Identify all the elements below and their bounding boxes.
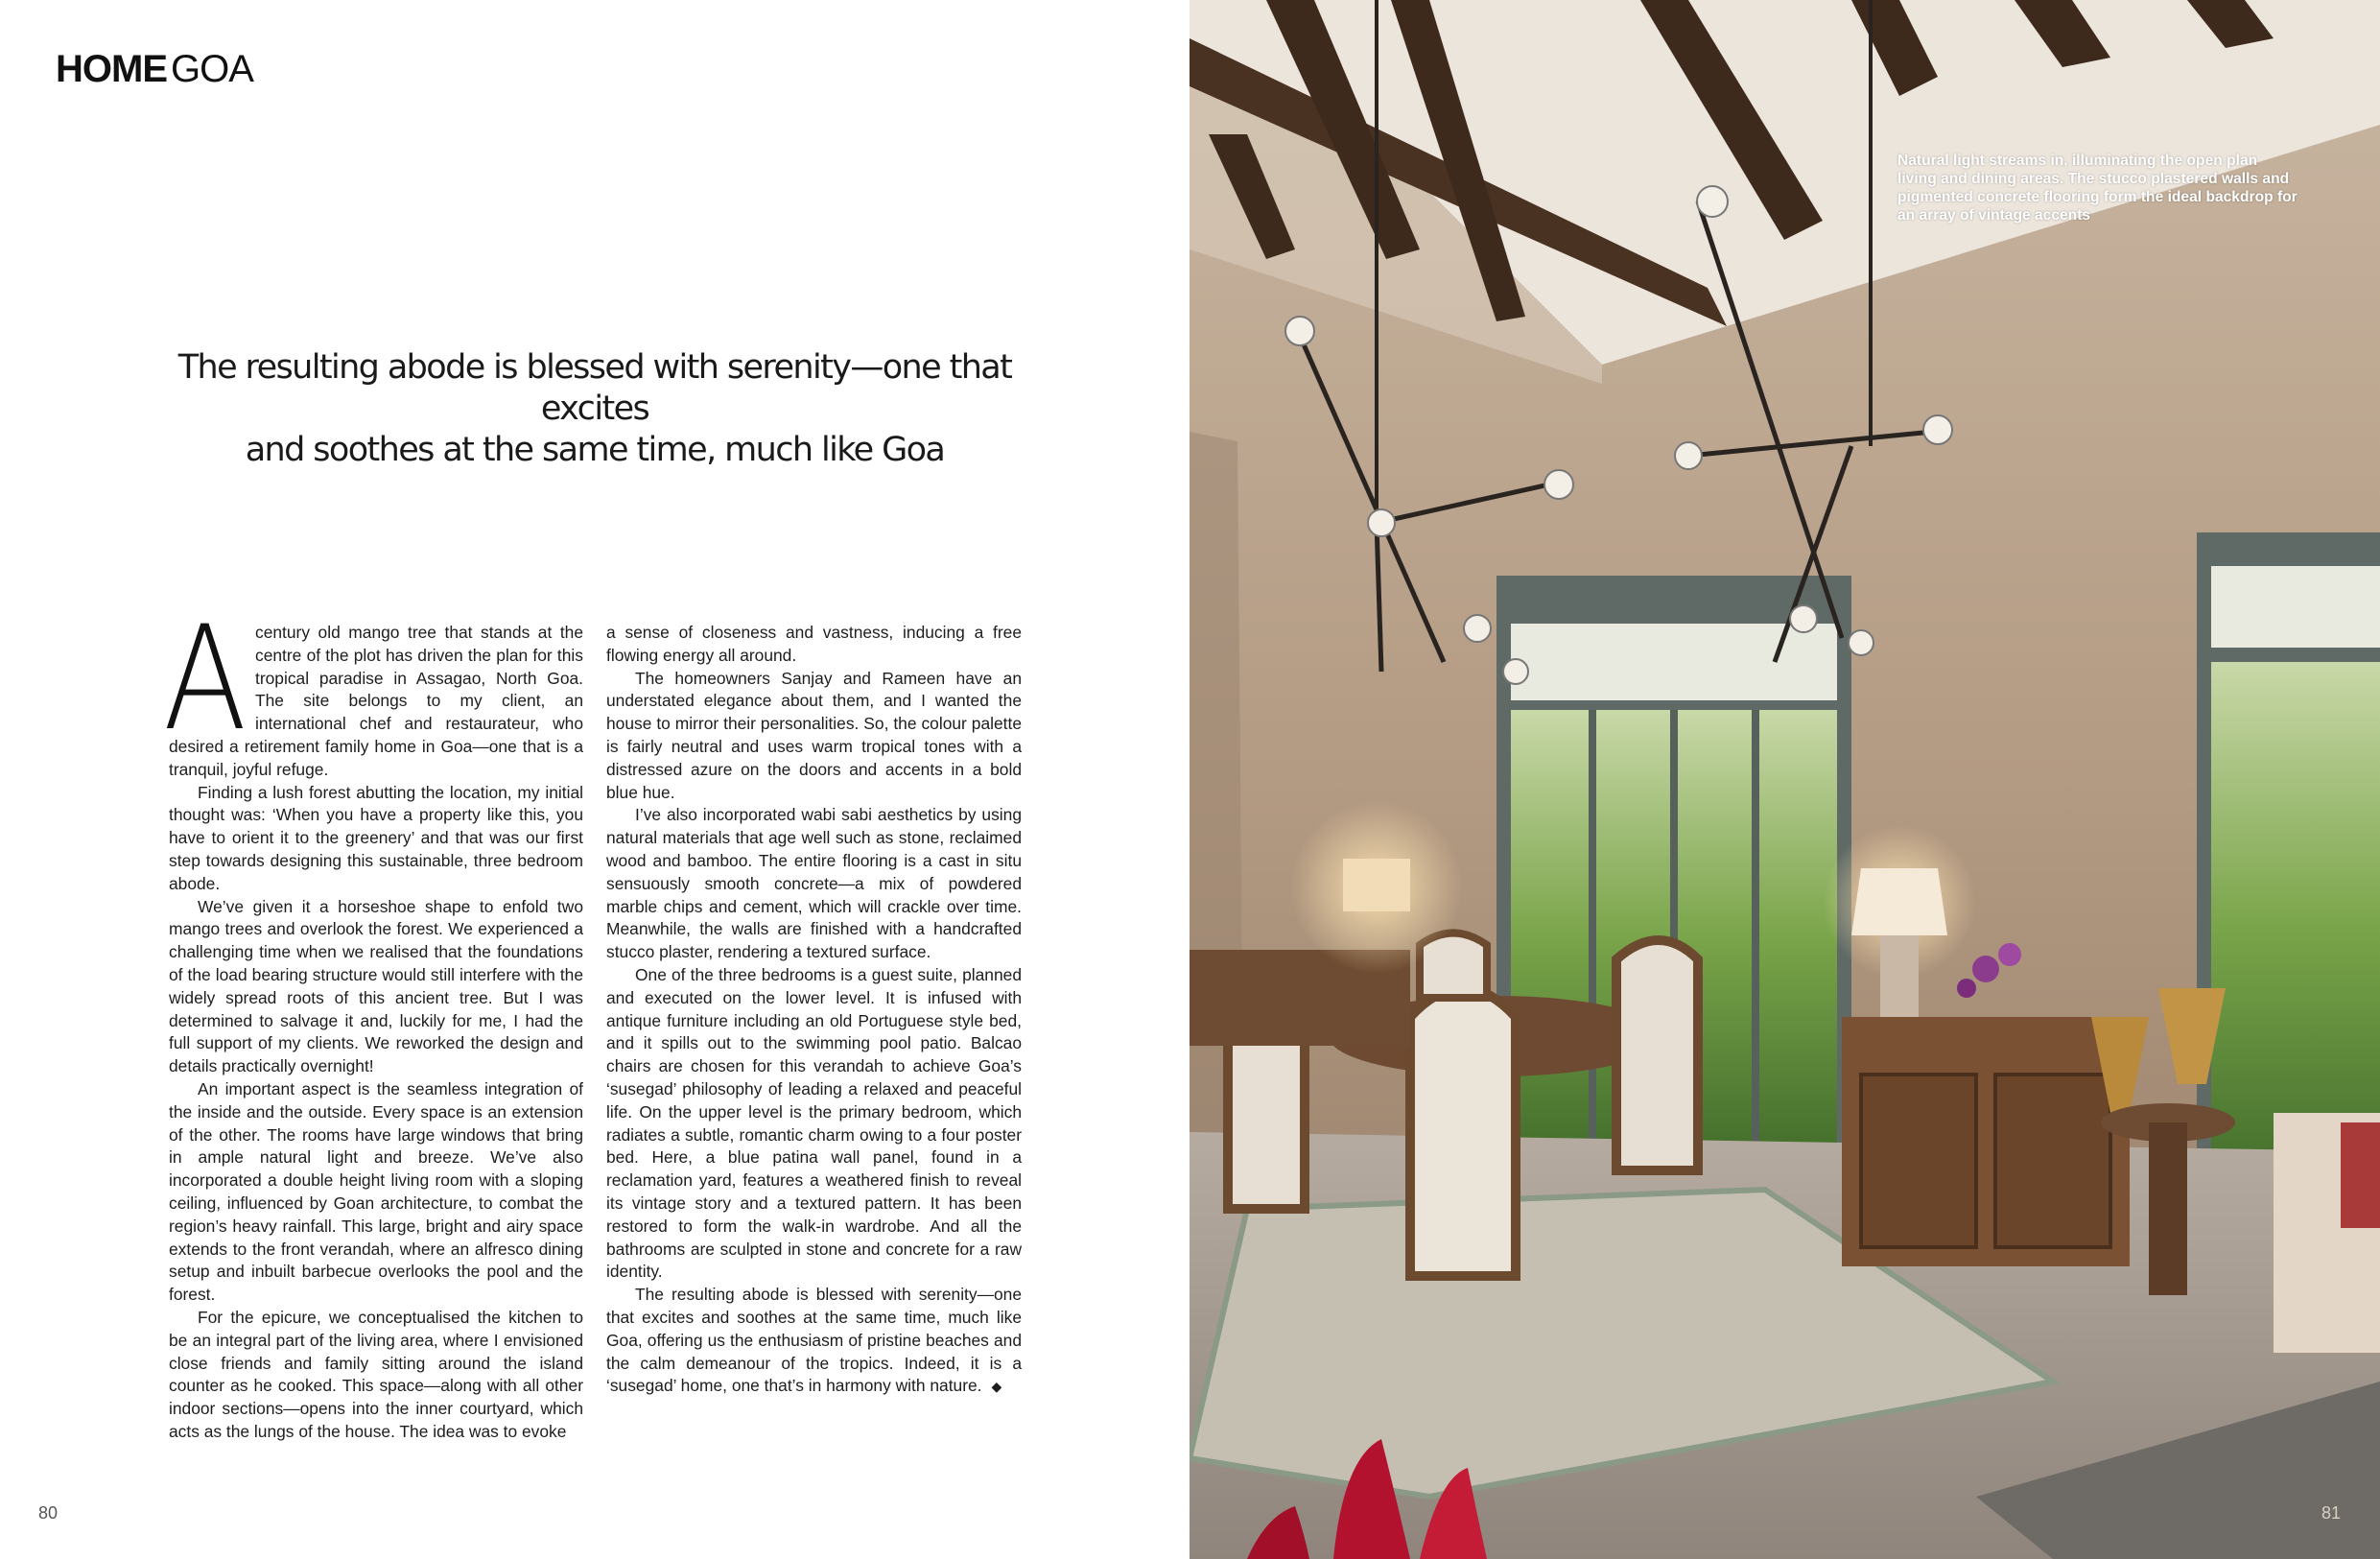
bulb-icon bbox=[1285, 317, 1314, 345]
bulb-icon bbox=[1790, 605, 1817, 632]
article-paragraph: Finding a lush forest abutting the location, my initial thought was: ‘When you have a property like this, you have to orient it to the greenery’ and that was our first step towards designing this sustainable, three bedroom abode. bbox=[169, 782, 583, 893]
article-paragraph: The homeowners Sanjay and Rameen have an understated elegance about them, and I wanted the house to mirror their personalities. So, the colour palette is fairly neutral and uses warm tropical tones with a distressed azure on the doors and accents in a bold blue hue. bbox=[606, 668, 1022, 802]
article-paragraph: An important aspect is the seamless integration of the inside and the outside. Every space is an extension of the other. The rooms have large windows that bring in ample natural light and breeze. We’ve also incorporated a double height living room with a sloping ceiling, influenced by Goan architecture, to combat the region’s heavy rainfall. This large, bright and airy space extends to the front verandah, where an alfresco dining setup and inbuilt barbecue overlooks the pool and the forest. bbox=[169, 1078, 583, 1305]
interior-photo bbox=[1190, 0, 2380, 1559]
article-paragraph bbox=[606, 1284, 1022, 1399]
article-paragraph: We’ve given it a horseshoe shape to enfold two mango trees and overlook the forest. We experienced a challenging time when we realised that the foundations of the load bearing structure would still interfere with the widely spread roots of this ancient tree. But I was determined to salvage it and, luckily for me, I had the full support of my clients. We reworked the design and details practically overnight! bbox=[169, 896, 583, 1076]
paragraph-text: The resulting abode is blessed with serenity—one that excites and soothes at the same time, much like Goa, offering us the enthusiasm of pristine beaches and the calm demeanour of the tropics. Indeed, it is a ‘susegad’ home, one that’s in harmony with nature. bbox=[606, 1285, 1022, 1396]
bulb-icon bbox=[1697, 186, 1728, 217]
dining-chair bbox=[1616, 940, 1698, 1170]
paragraph-text: century old mango tree that stands at the centre of the plot has driven the plan for this tropical paradise in Assagao, North Goa. The site belongs to my client, an international chef and restaurateur, who desired a retirement family home in Goa—one that is a tranquil, joyful refuge. bbox=[169, 623, 583, 779]
bulb-icon bbox=[1675, 442, 1702, 469]
bulb-icon bbox=[1464, 615, 1491, 642]
section-header bbox=[56, 48, 253, 91]
bulb-icon bbox=[1849, 630, 1873, 655]
photo-caption: Natural light streams in, illuminating the open plan living and dining areas. The stucco plastered walls and pigmented concrete flooring form the ideal backdrop for an array of vintage accents bbox=[1897, 153, 2298, 224]
section-header-light: GOA bbox=[171, 48, 253, 90]
drop-cap: A bbox=[163, 596, 247, 763]
article-paragraph bbox=[163, 596, 583, 782]
pull-quote bbox=[125, 347, 1065, 471]
bulb-icon bbox=[1503, 659, 1528, 684]
pull-quote-line-1: The resulting abode is blessed with serenity—one that excites bbox=[177, 348, 1012, 428]
table-lamp-left bbox=[1343, 859, 1410, 911]
dining-chair bbox=[1410, 988, 1516, 1276]
article-paragraph: I’ve also incorporated wabi sabi aesthetics by using natural materials that age well such as stone, reclaimed wood and bamboo. The entire flooring is a cast in situ sensuously smooth concrete—a mix of powdered marble chips and cement, which will crackle over time. Meanwhile, the walls are finished with a handcrafted stucco plaster, rendering a textured surface. bbox=[606, 805, 1022, 962]
article-column-2 bbox=[606, 622, 1022, 1399]
article-column-1 bbox=[163, 596, 583, 1444]
window-right-transom bbox=[2211, 566, 2380, 648]
bulb-icon bbox=[1923, 415, 1952, 444]
article-paragraph: For the epicure, we conceptualised the kitchen to be an integral part of the living area, where I envisioned close friends and family sitting around the island counter as he cooked. This space—along with all other indoor sections—opens into the inner courtyard, which acts as the lungs of the house. The idea was to evoke bbox=[169, 1307, 583, 1441]
table-lamp-right bbox=[1851, 868, 1947, 935]
bulb-icon bbox=[1544, 470, 1573, 499]
interior-photo-illustration bbox=[1190, 0, 2380, 1559]
article-paragraph: a sense of closeness and vastness, inducing a free flowing energy all around. bbox=[606, 623, 1022, 665]
end-mark-icon: ◆ bbox=[991, 1379, 1002, 1395]
window-left-transom bbox=[1511, 624, 1837, 700]
section-header-bold: HOME bbox=[56, 48, 167, 90]
pull-quote-line-2: and soothes at the same time, much like Goa bbox=[245, 431, 945, 469]
page-number-right: 81 bbox=[2321, 1503, 2342, 1523]
page-number-left: 80 bbox=[38, 1503, 59, 1523]
cushion bbox=[2341, 1122, 2380, 1228]
article-paragraph: One of the three bedrooms is a guest suite, planned and executed on the lower level. It is infused with antique furniture including an old Portuguese style bed, and it spills out to the swimming pool patio. Balcao chairs are chosen for this verandah to achieve Goa’s ‘susegad’ philosophy of leading a relaxed and peaceful life. On the upper level is the primary bedroom, which radiates a subtle, romantic charm owing to a four poster bed. Here, a blue patina wall panel, found in a reclamation yard, features a weathered finish to reveal its vintage story and a textured pattern. It has been restored to form the walk-in wardrobe. And all the bathrooms are sculpted in stone and concrete for a raw identity. bbox=[606, 964, 1022, 1282]
bulb-icon bbox=[1368, 509, 1395, 536]
